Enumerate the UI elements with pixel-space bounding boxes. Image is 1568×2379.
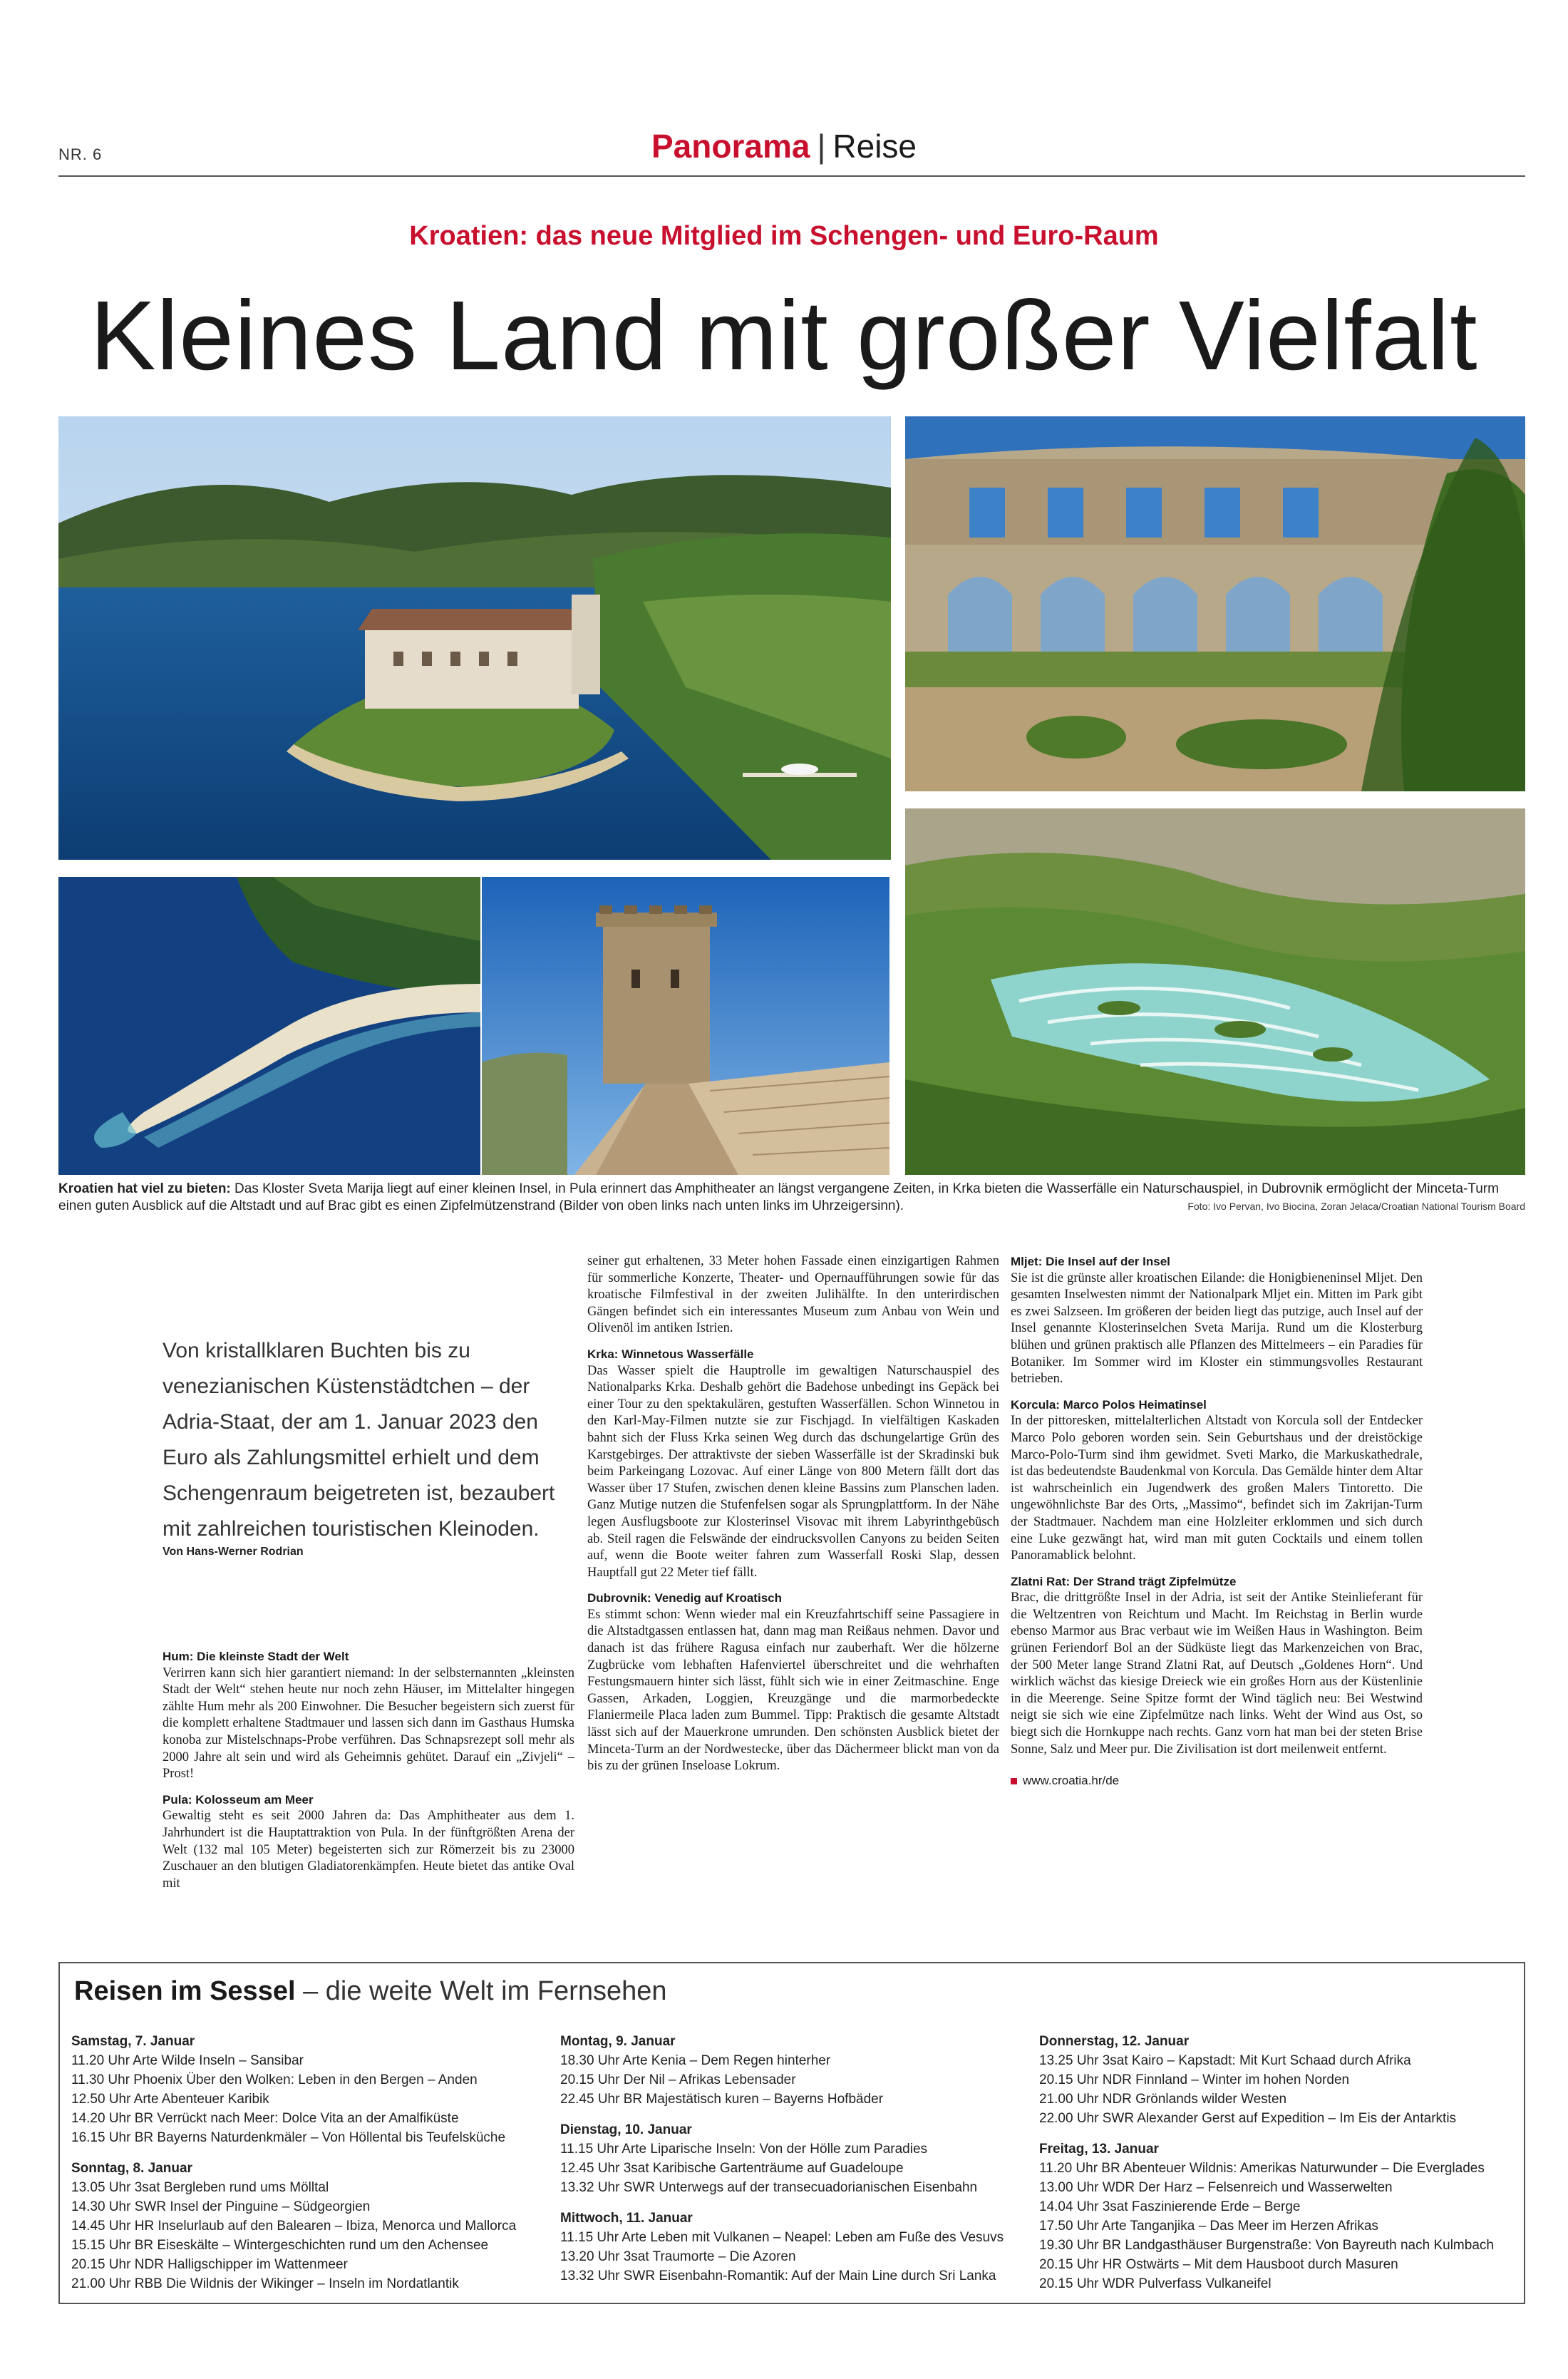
photo-krka-waterfalls: [905, 808, 1525, 1175]
tv-day-heading: Mittwoch, 11. Januar: [560, 2211, 693, 2226]
tv-listing: 14.45 Uhr HR Inselurlaub auf den Balearen – Ibiza, Menorca und Mallorca: [71, 2219, 517, 2234]
tv-listing: 14.20 Uhr BR Verrückt nach Meer: Dolce Vita an der Amalfiküste: [71, 2111, 459, 2126]
header-rule: [58, 175, 1525, 177]
tv-listing: 13.20 Uhr 3sat Traumorte – Die Azoren: [560, 2249, 796, 2264]
tv-day-heading: Freitag, 13. Januar: [1039, 2142, 1159, 2157]
tv-day-heading: Samstag, 7. Januar: [71, 2034, 195, 2049]
tv-listing: 20.15 Uhr NDR Halligschipper im Wattenmeer: [71, 2257, 348, 2272]
tv-listing: 12.50 Uhr Arte Abenteuer Karibik: [71, 2092, 269, 2107]
tv-day-heading: Sonntag, 8. Januar: [71, 2161, 192, 2176]
article-column-2: [587, 1253, 999, 1775]
paragraph-mljet: Sie ist die grünste aller kroatischen Eilande: die Honigbieneninsel Mljet. Den gesamten Inselwesten nimmt der Nationalpark Mljet ein. Mitten im Park gibt es zwei Salzseen. Im größeren der beiden liegt das putzige, auch Insel auf der Insel genannte Klosterinselchen Sveta Marija. Rund um die Klosterburg blühen und grünen praktisch alle Pflanzen des Mittelmeers – ein Paradies für Botaniker. Im Sommer wird im Kloster ein stimmungsvolles Restaurant betrieben.: [1011, 1270, 1423, 1387]
tv-day-heading: Donnerstag, 12. Januar: [1039, 2034, 1190, 2049]
tv-listing: 19.30 Uhr BR Landgasthäuser Burgenstraße: Von Bayreuth nach Kulmbach: [1039, 2238, 1494, 2253]
subheading-pula: Pula: Kolosseum am Meer: [163, 1792, 314, 1807]
subsection-name: Reise: [832, 128, 917, 165]
paragraph-zlatni-rat: Brac, die drittgrößte Insel in der Adria, ist seit der Antike Steinlieferant für die Weltzentren von Reichtum und Macht. Im Reichstag in Berlin wurde ebenso Marmor aus Brac verbaut wie im Weißen Haus in Washington. Beim grünen Feriendorf Bol an der Südküste liegt das Markenzeichen von Brac, der 500 Meter lange Strand Zlatni Rat, auf Deutsch „Goldenes Horn“. Und wirklich wächst das kiesige Dreieck wie ein großes Horn aus der Küstenlinie in die Meerenge. Seine Spitze formt der Wind täglich neu: Bei Westwind neigt sie sich wie eine Zipfelmütze nach links. Weht der Wind aus Ost, so biegt sich die Hornkuppe nach rechts. Ganz vorn hat man bei der steten Brise Sonne, Salz und Meer pur. Die Zivilisation ist dort meilenweit entfernt.: [1011, 1591, 1423, 1757]
tv-listing: 20.15 Uhr NDR Finnland – Winter im hohen Norden: [1039, 2072, 1350, 2087]
tv-listings-title: [74, 1976, 667, 2007]
tv-listing: 20.15 Uhr Der Nil – Afrikas Lebensader: [560, 2072, 796, 2087]
photo-caption: [58, 1181, 1525, 1215]
caption-lead: Kroatien hat viel zu bieten:: [58, 1181, 231, 1196]
tv-title-rest: – die weite Welt im Fernsehen: [295, 1976, 667, 2006]
square-bullet-icon: [1011, 1778, 1017, 1784]
tv-column-1: [71, 2032, 556, 2293]
caption-text: Das Kloster Sveta Marija liegt auf einer kleinen Insel, in Pula erinnert das Amphitheater an längst vergangene Zeiten, in Krka bieten die Wasserfälle ein Naturschauspiel, in Dubrovnik ermöglicht der Minceta-Turm einen guten Ausblick auf die Altstadt und auf Brac gibt es einen Zipfelmützenstrand (Bilder von oben links nach unten links im Uhrzeigersinn).: [58, 1181, 1499, 1213]
tv-listing: 11.20 Uhr BR Abenteuer Wildnis: Amerikas Naturwunder – Die Everglades: [1039, 2161, 1485, 2176]
tv-listing: 21.00 Uhr NDR Grönlands wilder Westen: [1039, 2092, 1287, 2107]
subheading-dubrovnik: Dubrovnik: Venedig auf Kroatisch: [587, 1591, 782, 1605]
paragraph-krka: Das Wasser spielt die Hauptrolle im gewaltigen Naturschauspiel des Nationalparks Krka. Deshalb gehört die Badehose unbedingt ins Gepäck bei einer Tour zu den spektakulären, gestuften Wasserfällen. Schon Winnetou in den Karl-May-Filmen nutzte sie zur Fischjagd. In vielfältigen Kaskaden bahnt sich der Fluss Krka seinen Weg durch das dschungelartige Grün des Karstgebirges. Der attraktivste der sieben Wasserfälle ist der Skradinski buk beim Parkeingang Lozovac. Auf einer Länge von 800 Metern fällt dort das Wasser über 17 Stufen, zwischen denen kleine Bassins zum Planschen laden. Ganz Mutige nutzen die Stufenfelsen sogar als Sprungplattform. In der Nähe legen Ausflugsboote zur Klosterinsel Visovac mit ihrem Labyrinthgebüsch ab. Steil ragen die Felswände der eindrucksvollen Canyons zu beiden Seiten auf, wenn die Boote weiter fahren zum Wasserfall Roski Slap, dessen Hauptfall gut 22 Meter tief fällt.: [587, 1363, 999, 1580]
page-number: NR. 6: [58, 145, 103, 163]
article-column-1: [163, 1648, 574, 1892]
paragraph-hum: Verirren kann sich hier garantiert niemand: In der selbsternannten „kleinsten Stadt der Welt“ stehen heute nur noch zehn Häuser, im Mittelalter hingegen zählte Hum mehr als 200 Einwohner. Die Besucher begeistern sich zuerst für die komplett erhaltene Stadtmauer und lassen sich dann im Gasthaus Humska konoba zur Mistelschnaps-Probe verführen. Das Schnapsrezept soll mehr als 2000 Jahre alt sein und wird als Geheimnis gehütet. Darauf ein „Zivjeli“ – Prost!: [163, 1665, 574, 1782]
tv-listing: 20.15 Uhr WDR Pulverfass Vulkaneifel: [1039, 2276, 1272, 2291]
paragraph-pula: Gewaltig steht es seit 2000 Jahren da: Das Amphitheater aus dem 1. Jahrhundert ist die Hauptattraktion von Pula. In der fünftgrößten Arena der Welt (132 mal 105 Meter) begeisterten sich zur Römerzeit bis zu 23000 Zuschauer an den blutigen Gladiatorenkämpfen. Heute bietet das antike Oval mit: [163, 1809, 574, 1891]
tv-listing: 20.15 Uhr HR Ostwärts – Mit dem Hausboot durch Masuren: [1039, 2257, 1398, 2272]
tv-day-heading: Montag, 9. Januar: [560, 2034, 676, 2049]
photo-zlatni-rat-beach: [58, 877, 480, 1175]
tv-listing: 14.30 Uhr SWR Insel der Pinguine – Südgeorgien: [71, 2199, 371, 2214]
tv-listing: 21.00 Uhr RBB Die Wildnis der Wikinger – Inseln im Nordatlantik: [71, 2276, 459, 2291]
tv-listing: 11.30 Uhr Phoenix Über den Wolken: Leben in den Bergen – Anden: [71, 2072, 478, 2087]
tv-listing: 16.15 Uhr BR Bayerns Naturdenkmäler – Von Höllental bis Teufelsküche: [71, 2130, 506, 2145]
tv-listing: 11.15 Uhr Arte Liparische Inseln: Von der Hölle zum Paradies: [560, 2142, 928, 2157]
tv-listing: 13.05 Uhr 3sat Bergleben rund ums Mölltal: [71, 2180, 329, 2195]
tv-column-3: [1039, 2032, 1524, 2293]
paragraph-pula-continued: seiner gut erhaltenen, 33 Meter hohen Fassade einen einzigartigen Rahmen für sommerliche Konzerte, Theater- und Opernaufführungen sowie für das kroatische Filmfestival in der zweiten Julihälfte. In den unterirdischen Gängen befindet sich ein interessantes Museum zum Anbau von Wein und Olivenöl im antiken Istrien.: [587, 1254, 999, 1336]
photo-credit: Foto: Ivo Pervan, Ivo Biocina, Zoran Jelaca/Croatian National Tourism Board: [1187, 1201, 1525, 1212]
tv-listing: 22.00 Uhr SWR Alexander Gerst auf Expedition – Im Eis der Antarktis: [1039, 2111, 1457, 2126]
tv-listing: 15.15 Uhr BR Eiseskälte – Wintergeschichten rund um den Achensee: [71, 2238, 489, 2253]
tv-listing: 13.00 Uhr WDR Der Harz – Felsenreich und Wasserwelten: [1039, 2180, 1393, 2195]
tv-listing: 13.32 Uhr SWR Eisenbahn-Romantik: Auf der Main Line durch Sri Lanka: [560, 2268, 996, 2283]
kicker: Kroatien: das neue Mitglied im Schengen- und Euro-Raum: [409, 221, 1159, 251]
website-url[interactable]: www.croatia.hr/de: [1023, 1774, 1120, 1788]
paragraph-dubrovnik: Es stimmt schon: Wenn wieder mal ein Kreuzfahrtschiff seine Passagiere in die Altstadtgassen entlassen hat, dann mag man Reißaus nehmen. Davor und danach ist das frühere Ragusa einfach nur zauberhaft. Wer die hölzerne Zugbrücke vom lebhaften Hafenviertel überschreitet und die wehrhaften Festungsmauern hinter sich lässt, fühlt sich wie in einer Zeitmaschine. Enge Gassen, Arkaden, Loggien, Kreuzgänge und die marmorbedeckte Flaniermeile Placa laden zum Bummel. Tipp: Praktisch die gesamte Altstadt lässt sich auf der Mauerkrone umrunden. Den schönsten Ausblick bietet der Minceta-Turm an der Nordwestecke, über das Dächermeer blickt man von da bis zu der grünen Inseloase Lokrum.: [587, 1607, 999, 1774]
tv-listing: 12.45 Uhr 3sat Karibische Gartenträume auf Guadeloupe: [560, 2161, 904, 2176]
subheading-mljet: Mljet: Die Insel auf der Insel: [1011, 1255, 1170, 1268]
tv-listing: 11.15 Uhr Arte Leben mit Vulkanen – Neapel: Leben am Fuße des Vesuvs: [560, 2230, 1004, 2245]
tv-listing: 13.32 Uhr SWR Unterwegs auf der transecuadorianischen Eisenbahn: [560, 2180, 978, 2195]
photo-pula-amphitheater: [905, 416, 1525, 791]
subheading-hum: Hum: Die kleinste Stadt der Welt: [163, 1650, 349, 1663]
website-link[interactable]: [1011, 1772, 1423, 1789]
article-column-3: [1011, 1253, 1423, 1789]
subheading-zlatni-rat: Zlatni Rat: Der Strand trägt Zipfelmütze: [1011, 1574, 1237, 1588]
tv-day-heading: Dienstag, 10. Januar: [560, 2122, 692, 2137]
tv-column-2: [560, 2032, 1045, 2286]
subheading-korcula: Korcula: Marco Polos Heimatinsel: [1011, 1397, 1207, 1412]
tv-listing: 18.30 Uhr Arte Kenia – Dem Regen hinterher: [560, 2053, 831, 2068]
byline: Von Hans-Werner Rodrian: [163, 1546, 304, 1558]
tv-listing: 13.25 Uhr 3sat Kairo – Kapstadt: Mit Kurt Schaad durch Afrika: [1039, 2053, 1411, 2068]
tv-listing: 17.50 Uhr Arte Tanganjika – Das Meer im Herzen Afrikas: [1039, 2219, 1378, 2234]
photo-minceta-tower: [482, 877, 889, 1175]
tv-title-bold: Reisen im Sessel: [74, 1976, 296, 2006]
headline: Kleines Land mit großer Vielfalt: [90, 281, 1478, 391]
section-name: Panorama: [651, 128, 810, 165]
photo-mljet-monastery: [58, 416, 891, 860]
section-header: [0, 127, 1568, 165]
tv-listing: 11.20 Uhr Arte Wilde Inseln – Sansibar: [71, 2053, 304, 2068]
paragraph-korcula: In der pittoresken, mittelalterlichen Altstadt von Korcula soll der Entdecker Marco Polo geboren worden sein. Sein Geburtshaus und der dreistöckige Marco-Polo-Turm sind ihm gewidmet. Sveti Marko, die Markuskathedrale, ist das bedeutendste Baudenkmal von Korcula. Das Gemälde hinter dem Altar ist wahrscheinlich ein Jugendwerk des großen Malers Tintoretto. Die ungewöhnlichste Bar des Orts, „Massimo“, befindet sich im Zakrijan-Turm der Stadtmauer. Nachdem man eine Holzleiter erklommen und sich durch eine Luke gezwängt hat, wird man mit guten Cocktails und einem tollen Panoramablick belohnt.: [1011, 1414, 1423, 1563]
section-separator: |: [817, 128, 826, 165]
article-lead: Von kristallklaren Buchten bis zu venezianischen Küstenstädtchen – der Adria-Staat, der am 1. Januar 2023 den Euro als Zahlungsmittel erhielt und dem Schengenraum beigetreten ist, bezaubert mit zahlreichen touristischen Kleinoden.: [163, 1339, 555, 1541]
tv-listing: 22.45 Uhr BR Majestätisch kuren – Bayerns Hofbäder: [560, 2092, 884, 2107]
tv-listing: 14.04 Uhr 3sat Faszinierende Erde – Berge: [1039, 2199, 1301, 2214]
subheading-krka: Krka: Winnetous Wasserfälle: [587, 1347, 754, 1361]
